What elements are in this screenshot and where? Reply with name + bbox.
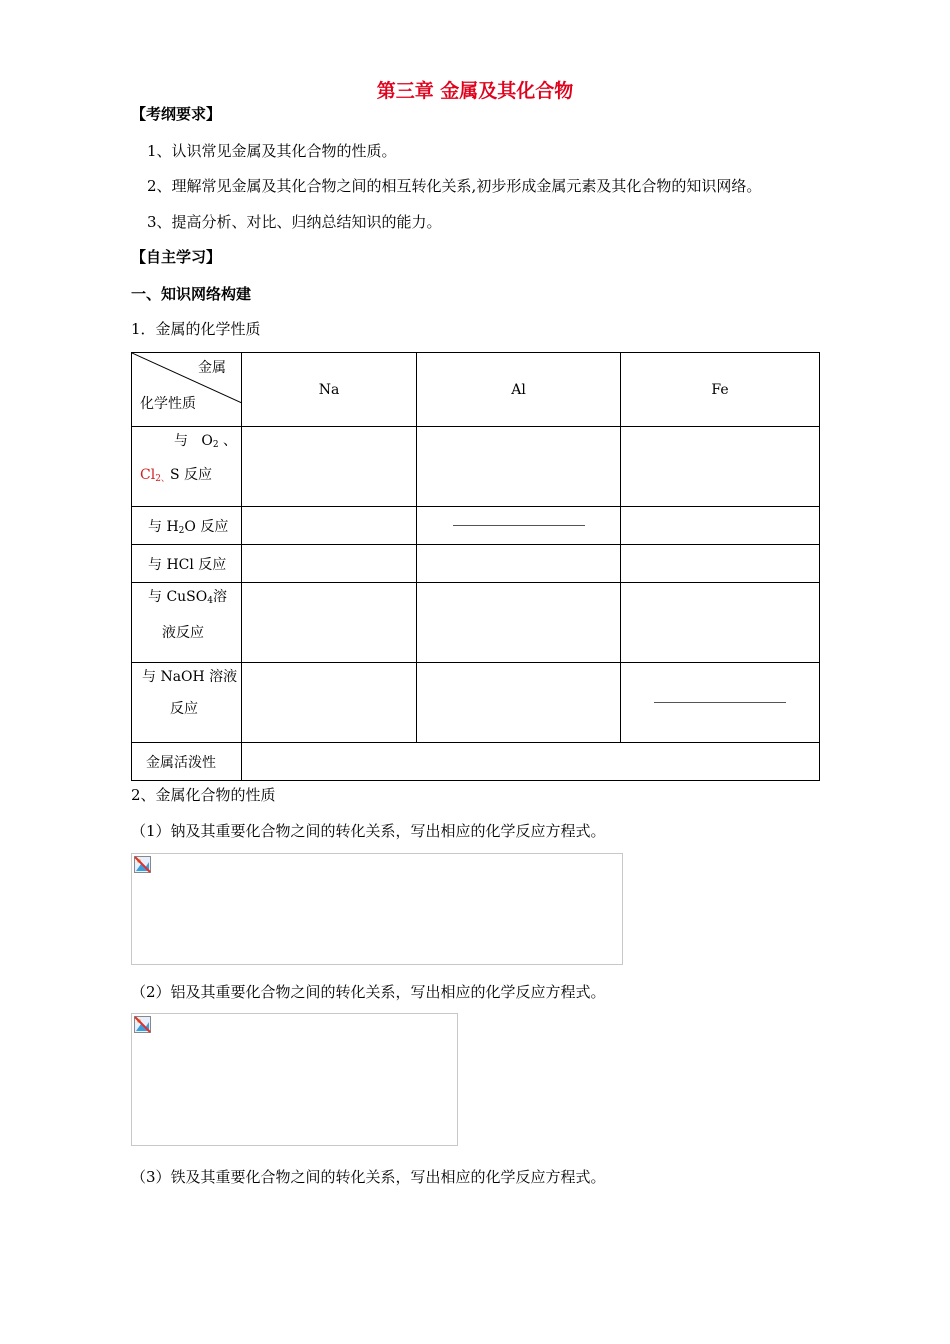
- cuso4-subscript: 4: [207, 596, 213, 606]
- table-cell[interactable]: [242, 545, 417, 583]
- naoh-line2: 反应: [170, 701, 198, 717]
- table-corner-header: [132, 353, 242, 427]
- subitem-aluminum: （2）铝及其重要化合物之间的转化关系，写出相应的化学反应方程式。: [131, 983, 606, 1001]
- cl2-formula: Cl: [140, 467, 156, 483]
- cuso4-suffix: 溶: [212, 589, 227, 605]
- table-cell[interactable]: [621, 583, 820, 663]
- table-cell[interactable]: [417, 427, 621, 507]
- column-header-fe: Fe: [621, 353, 820, 427]
- naoh-line1: 与 NaOH 溶液: [142, 669, 238, 685]
- s-reaction: S 反应: [169, 467, 212, 483]
- table-cell[interactable]: [417, 545, 621, 583]
- table-cell[interactable]: [621, 507, 820, 545]
- row-label-cuso4: [132, 583, 242, 663]
- table-cell-na-marker: [621, 663, 820, 743]
- corner-label-property: 化学性质: [140, 396, 196, 412]
- o2-subscript: 2: [212, 440, 219, 450]
- requirement-item-3: 3、提高分析、对比、归纳总结知识的能力。: [147, 213, 442, 231]
- row-label-activity: 金属活泼性: [132, 743, 242, 781]
- page-title: 第三章 金属及其化合物: [376, 80, 574, 102]
- table-cell[interactable]: [242, 507, 417, 545]
- broken-image-icon: [134, 856, 152, 874]
- table-cell[interactable]: [621, 545, 820, 583]
- table-cell[interactable]: [621, 427, 820, 507]
- row-label-o2-cl2-s: [132, 427, 242, 507]
- table-cell[interactable]: [417, 663, 621, 743]
- broken-image-icon: [134, 1016, 152, 1034]
- subsection-heading: 一、知识网络构建: [131, 285, 252, 303]
- column-header-al: Al: [417, 353, 621, 427]
- h2o-prefix: 与 H: [148, 518, 179, 535]
- table-cell[interactable]: [242, 427, 417, 507]
- table-cell-na-marker: [417, 507, 621, 545]
- item-heading-1: 1．金属的化学性质: [131, 320, 261, 338]
- table-cell-merged[interactable]: [242, 743, 820, 781]
- row-label-h2o: [132, 507, 242, 545]
- table-cell[interactable]: [417, 583, 621, 663]
- item-heading-2: 2、金属化合物的性质: [131, 786, 276, 804]
- o2-formula: O: [201, 433, 213, 449]
- image-placeholder-sodium: [131, 853, 623, 965]
- cl2-subscript: 2、: [155, 474, 170, 484]
- image-placeholder-aluminum: [131, 1013, 458, 1146]
- o2-prefix: 与: [174, 433, 188, 449]
- not-applicable-dash: [654, 702, 786, 703]
- corner-label-metal: 金属: [198, 360, 226, 376]
- metal-properties-table: [131, 352, 820, 781]
- section-heading-self-study: 【自主学习】: [131, 248, 222, 266]
- cuso4-prefix: 与 CuSO: [148, 589, 208, 605]
- requirement-item-1: 1、认识常见金属及其化合物的性质。: [147, 142, 397, 160]
- subitem-iron: （3）铁及其重要化合物之间的转化关系，写出相应的化学反应方程式。: [131, 1168, 606, 1186]
- o2-separator: 、: [223, 433, 238, 449]
- row-label-naoh: [132, 663, 242, 743]
- table-cell[interactable]: [242, 583, 417, 663]
- not-applicable-dash: [453, 525, 585, 526]
- cuso4-line2: 液反应: [162, 625, 204, 641]
- requirement-item-2: 2、理解常见金属及其化合物之间的相互转化关系,初步形成金属元素及其化合物的知识网络。: [147, 177, 762, 195]
- subitem-sodium: （1）钠及其重要化合物之间的转化关系，写出相应的化学反应方程式。: [131, 822, 606, 840]
- h2o-suffix: O 反应: [184, 518, 229, 535]
- table-cell[interactable]: [242, 663, 417, 743]
- section-heading-requirements: 【考纲要求】: [131, 105, 222, 123]
- row-label-hcl: 与 HCl 反应: [132, 545, 242, 583]
- h2o-subscript: 2: [178, 525, 185, 536]
- column-header-na: Na: [242, 353, 417, 427]
